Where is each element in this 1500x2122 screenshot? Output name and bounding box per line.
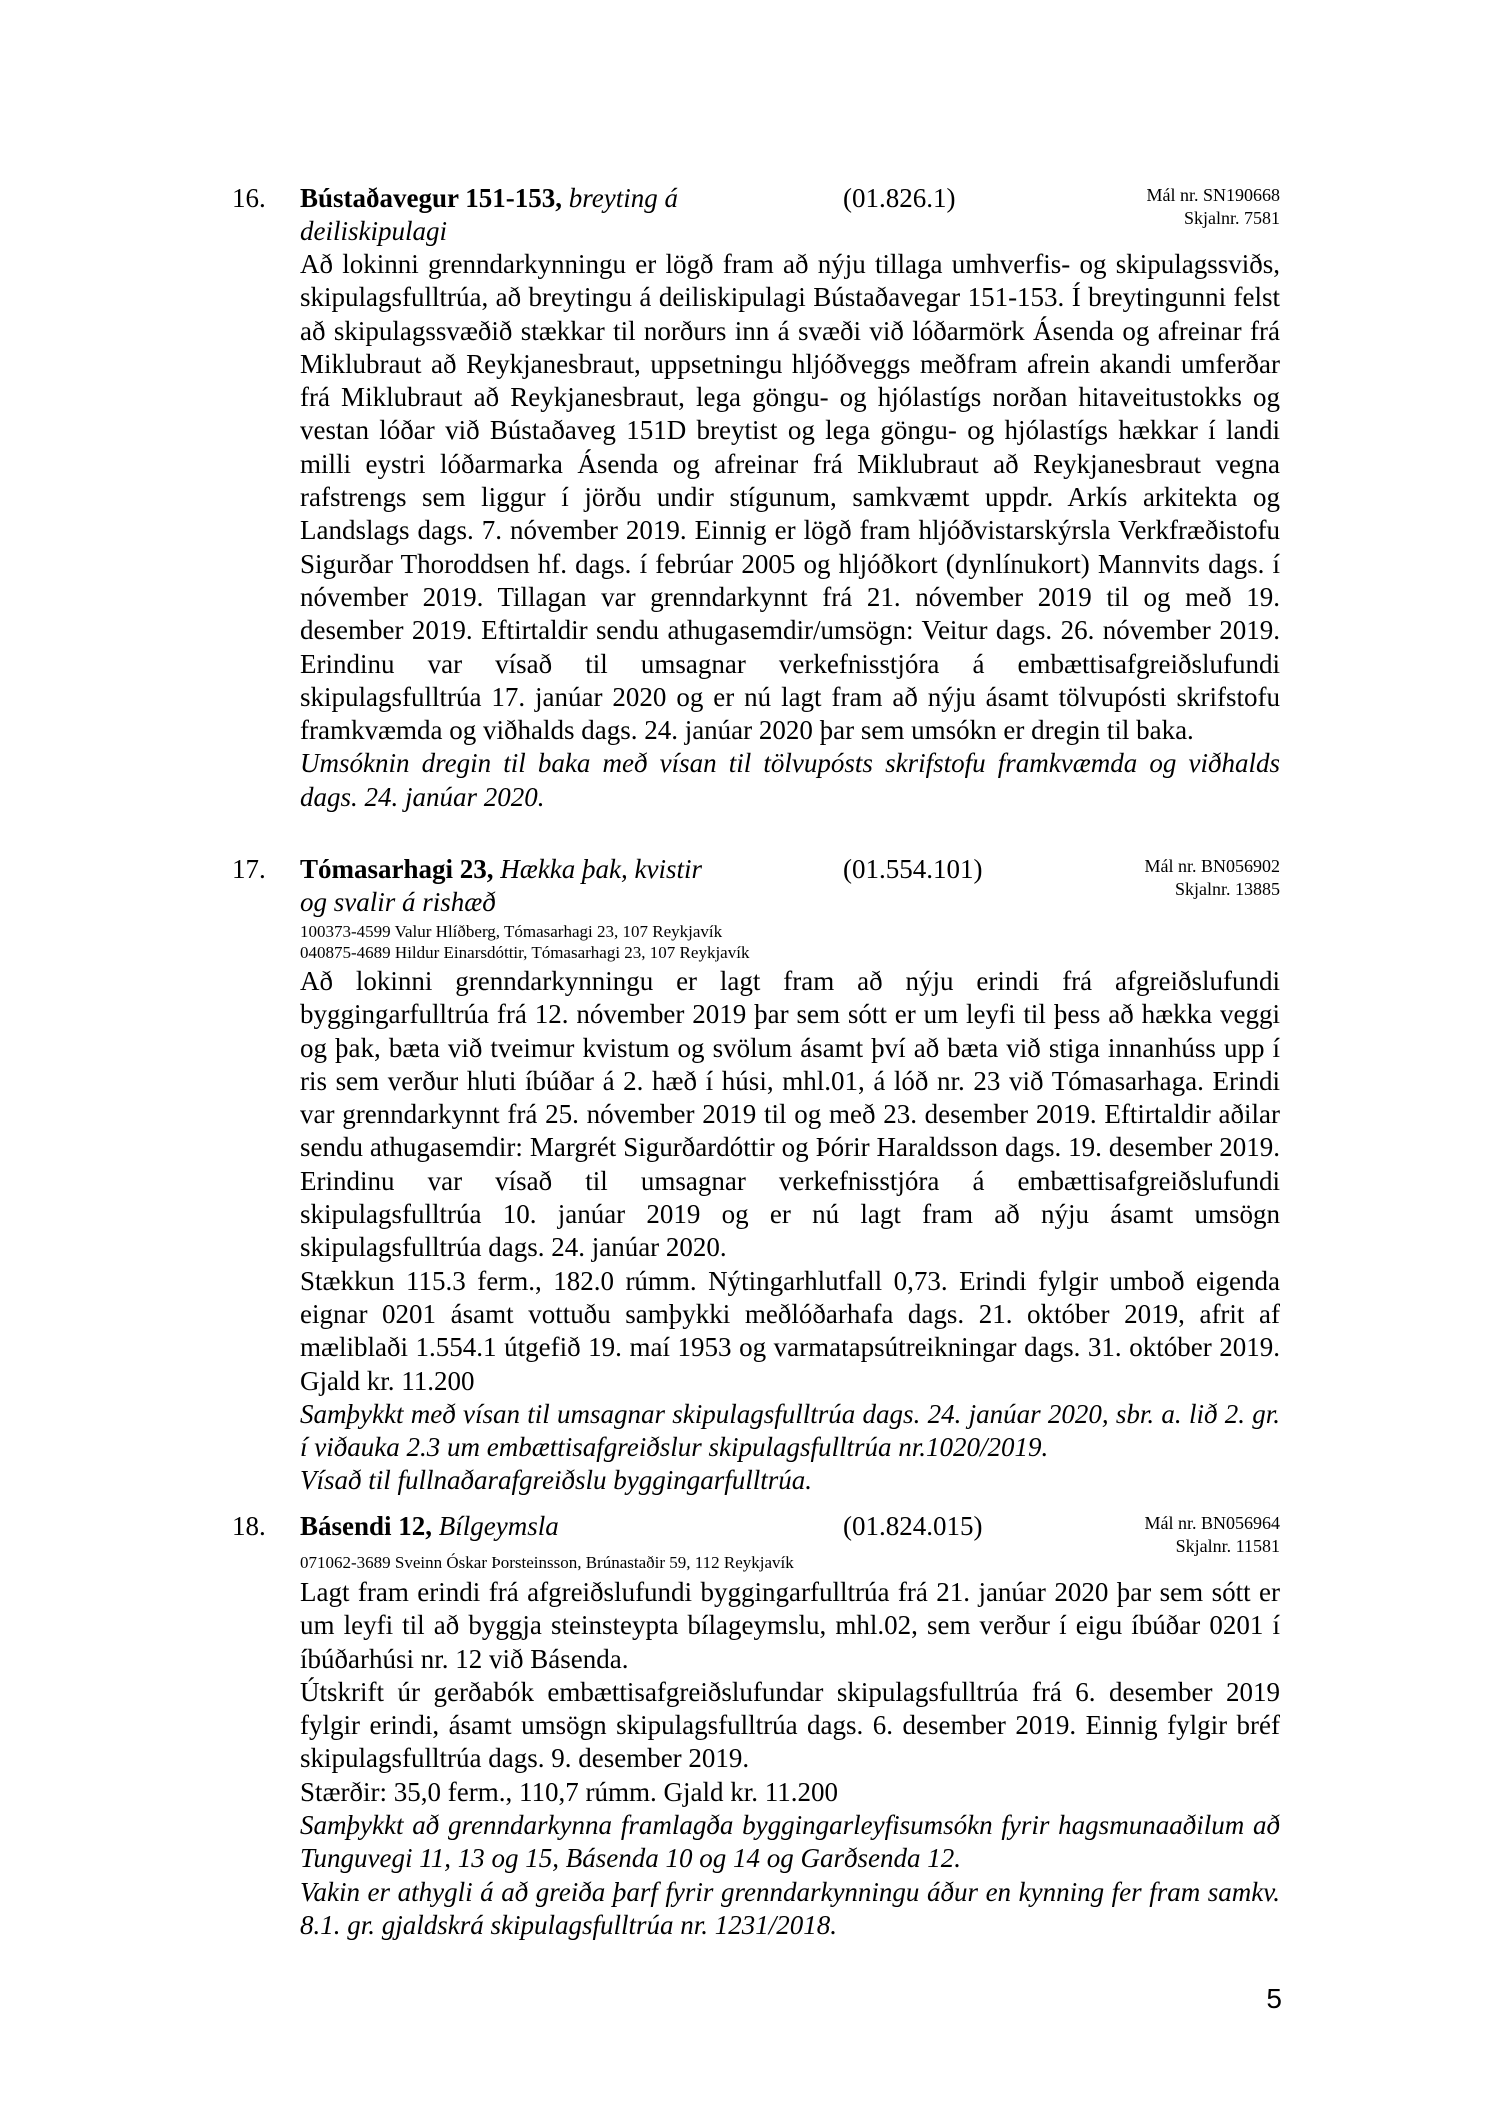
description-paragraph: Að lokinni grenndarkynningu er lagt fram að nýju erindi frá afgreiðslufundi byggingarfulltrúa frá 12. nóvember 2019 þar sem sótt er um leyfi til þess að hækka veggi og þak, bæta við tveimur kvistum og svölum ásamt því að bæta við stiga innanhúss upp í ris sem verður hluti íbúðar á 2. hæð í húsi, mhl.01, á lóð nr. 23 við Tómasarhaga. Erindi var grenndarkynnt frá 25. nóvember 2019 til og með 23. desember 2019. Eftirtaldir aðilar sendu athugasemdir: Margrét Sigurðardóttir og Þórir Haraldsson dags. 19. desember 2019. Erindinu var vísað til umsagnar verkefnisstjóra á embættisafgreiðslufundi skipulagsfulltrúa 10. janúar 2019 og er nú lagt fram að nýju ásamt umsögn skipulagsfulltrúa dags. 24. janúar 2020. — [300, 966, 1280, 1263]
case-meta — [1144, 855, 1280, 901]
description-paragraph: Að lokinni grenndarkynningu er lögð fram að nýju tillaga umhverfis- og skipulagssviðs, skipulagsfulltrúa, að breytingu á deiliskipulagi Bústaðavegar 151-153. Í breytingunni felst að skipulagssvæðið stækkar til norðurs inn á svæði við lóðarmörk Ásenda og afreinar frá Miklubraut að Reykjanesbraut, uppsetningu hljóðveggs meðfram afrein akandi umferðar frá Miklubraut að Reykjanesbraut, lega göngu- og hjólastígs norðan hitaveitustokks og vestan lóðar við Bústaðaveg 151D breytist og lega göngu- og hjólastígs hækkar í landi milli eystri lóðarmarka Ásenda og afreinar frá Miklubraut að Reykjanesbraut vegna rafstrengs sem liggur í jörðu undir stígunum, samkvæmt uppdr. Arkís arkitekta og Landslags dags. 7. nóvember 2019. Einnig er lögð fram hljóðvistarskýrsla Verkfræðistofu Sigurðar Thoroddsen hf. dags. í febrúar 2005 og hljóðkort (dynlínukort) Mannvits dags. í nóvember 2019. Tillagan var grenndarkynnt frá 21. nóvember 2019 til og með 19. desember 2019. Eftirtaldir sendu athugasemdir/umsögn: Veitur dags. 26. nóvember 2019. Erindinu var vísað til umsagnar verkefnisstjóra á embættisafgreiðslufundi skipulagsfulltrúa 17. janúar 2020 og er nú lagt fram að nýju ásamt tölvupósti skrifstofu framkvæmda og viðhalds dags. 24. janúar 2020 þar sem umsókn er dregin til baka. — [300, 249, 1280, 746]
applicant: 071062-3689 Sveinn Óskar Þorsteinsson, Brúnastaðir 59, 112 Reykjavík — [300, 1553, 794, 1572]
case-meta — [1146, 184, 1280, 230]
decision-text: Samþykkt með vísan til umsagnar skipulagsfulltrúa dags. 24. janúar 2020, sbr. a. lið 2. gr. í viðauka 2.3 um embættisafgreiðslur skipulagsfulltrúa nr.1020/2019. — [300, 1398, 1280, 1463]
applicant-list — [300, 921, 749, 963]
description-paragraph: Stærðir: 35,0 ferm., 110,7 rúmm. Gjald kr. 11.200 — [300, 1776, 838, 1807]
case-meta — [1144, 1512, 1280, 1558]
applicant-list — [300, 1552, 794, 1573]
item-body — [300, 248, 1280, 814]
document-number: Skjalnr. 13885 — [1174, 879, 1280, 899]
item-subject: breyting á deiliskipulagi — [300, 183, 678, 246]
decision-text: Vísað til fullnaðarafgreiðslu byggingarfulltrúa. — [300, 1465, 813, 1496]
description-paragraph: Stækkun 115.3 ferm., 182.0 rúmm. Nýtingarhlutfall 0,73. Erindi fylgir umboð eigenda eignar 0201 ásamt vottuðu samþykki meðlóðarhafa dags. 21. október 2019, afrit af mæliblaði 1.554.1 útgefið 19. maí 1953 og varmatapsútreikningar dags. 31. október 2019. Gjald kr. 11.200 — [300, 1265, 1280, 1396]
page-number: 5 — [1266, 1983, 1282, 2014]
case-number: Mál nr. BN056902 — [1144, 856, 1280, 876]
decision-text: Samþykkt að grenndarkynna framlagða byggingarleyfisumsókn fyrir hagsmunaaðilum að Tunguvegi 11, 13 og 15, Básenda 10 og 14 og Garðsenda 12. — [300, 1810, 1280, 1874]
land-code: (01.824.015) — [843, 1511, 983, 1541]
case-number: Mál nr. SN190668 — [1146, 185, 1280, 205]
document-number: Skjalnr. 11581 — [1175, 1536, 1280, 1556]
item-body — [300, 965, 1280, 1498]
decision-text: Umsóknin dregin til baka með vísan til tölvupósts skrifstofu framkvæmda og viðhalds dags. 24. janúar 2020. — [300, 748, 1280, 812]
item-number: 17. — [232, 854, 266, 884]
item-subject: Bílgeymsla — [438, 1511, 559, 1541]
decision-text: Vakin er athygli á að greiða þarf fyrir grenndarkynningu áður en kynning fer fram samkv. 8.1. gr. gjaldskrá skipulagsfulltrúa nr. 1231/2018. — [300, 1876, 1280, 1940]
case-number: Mál nr. BN056964 — [1144, 1513, 1280, 1533]
land-code: (01.826.1) — [843, 183, 956, 213]
applicant: 040875-4689 Hildur Einarsdóttir, Tómasarhagi 23, 107 Reykjavík — [300, 943, 750, 962]
document-number: Skjalnr. 7581 — [1183, 208, 1280, 228]
item-number: 16. — [232, 183, 266, 213]
land-code: (01.554.101) — [843, 854, 983, 884]
item-body — [300, 1576, 1280, 1942]
item-address: Bústaðavegur 151-153, — [300, 183, 563, 213]
item-address: Básendi 12, — [300, 1511, 433, 1541]
description-paragraph: Útskrift úr gerðabók embættisafgreiðslufundar skipulagsfulltrúa frá 6. desember 2019 fylgir erindi, ásamt umsögn skipulagsfulltrúa dags. 6. desember 2019. Einnig fylgir bréf skipulagsfulltrúa dags. 9. desember 2019. — [300, 1676, 1280, 1774]
item-number: 18. — [232, 1511, 266, 1541]
item-title — [300, 182, 710, 248]
item-subject: Hækka þak, kvistir og svalir á rishæð — [300, 854, 702, 917]
description-paragraph: Lagt fram erindi frá afgreiðslufundi byggingarfulltrúa frá 21. janúar 2020 þar sem sótt er um leyfi til að byggja steinsteypta bílageymslu, mhl.02, sem verður í eigu íbúðar 0201 í íbúðarhúsi nr. 12 við Básenda. — [300, 1577, 1280, 1674]
applicant: 100373-4599 Valur Hlíðberg, Tómasarhagi 23, 107 Reykjavík — [300, 922, 723, 941]
item-title — [300, 853, 710, 919]
item-title — [300, 1510, 710, 1543]
item-address: Tómasarhagi 23, — [300, 854, 494, 884]
